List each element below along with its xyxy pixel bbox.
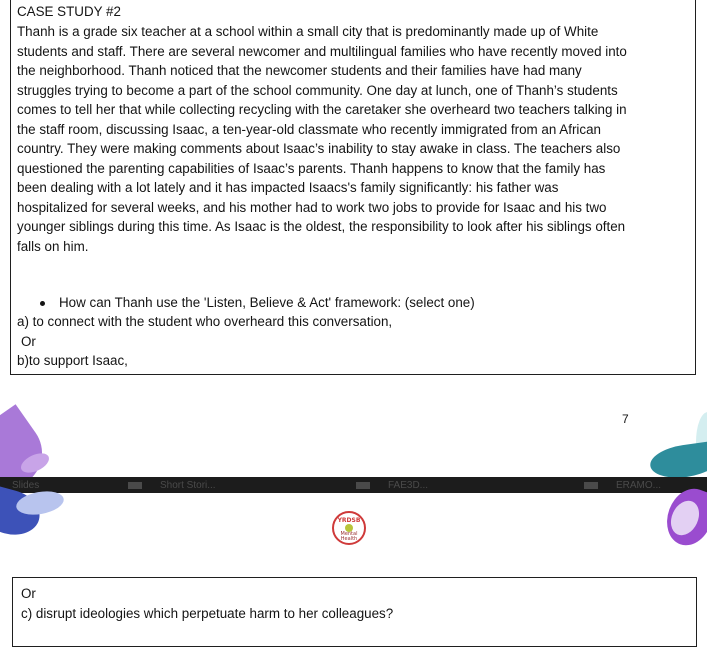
option-b: b)to support Isaac, bbox=[17, 353, 128, 368]
paragraph-line: questioned the parenting capabilities of Isaac’s parents. Thanh happens to know that the family has bbox=[17, 160, 606, 176]
paragraph-line: younger siblings during this time. As Isaac is the oldest, the responsibility to look after his siblings often bbox=[17, 219, 626, 234]
paragraph-line: falls on him. bbox=[17, 238, 89, 254]
question-bullet bbox=[40, 293, 475, 313]
slides-icon bbox=[584, 482, 598, 489]
decorative-leaf-icon bbox=[648, 440, 707, 481]
tab-hint-label: Slides bbox=[12, 480, 40, 491]
slides-icon bbox=[356, 482, 370, 489]
question-text: How can Thanh use the 'Listen, Believe & Act' framework: (select one) bbox=[59, 295, 475, 310]
paragraph-line: been dealing with a lot lately and it has impacted Isaacs's family significantly: his father was bbox=[17, 180, 559, 195]
case-study-heading: CASE STUDY #2 bbox=[17, 4, 121, 19]
tab-hint[interactable] bbox=[584, 480, 661, 491]
or-separator: Or bbox=[21, 586, 36, 601]
tab-hint[interactable] bbox=[12, 480, 39, 491]
logo-top-text: YRDSB bbox=[337, 517, 361, 524]
tab-hint-label: FAE3D... bbox=[388, 480, 429, 491]
option-c: c) disrupt ideologies which perpetuate harm to her colleagues? bbox=[21, 606, 394, 621]
paragraph-line: comes to tell her that while collecting recycling with the caretaker she overheard two teachers talking in bbox=[17, 102, 627, 117]
option-a: a) to connect with the student who overheard this conversation, bbox=[17, 314, 393, 329]
paragraph-line: the staff room, discussing Isaac, a ten-year-old classmate who recently immigrated from an African bbox=[17, 121, 601, 137]
or-separator: Or bbox=[21, 334, 36, 349]
paragraph-line: students and staff. There are several newcomer and multilingual families who have recently moved into bbox=[17, 43, 627, 59]
paragraph-line: Thanh is a grade six teacher at a school within a small city that is predominantly made up of White bbox=[17, 24, 599, 39]
paragraph-line: struggles trying to become a part of the school community. One day at lunch, one of Thanh’s students bbox=[17, 82, 618, 98]
page-number: 7 bbox=[622, 412, 629, 426]
mental-health-logo bbox=[332, 511, 366, 545]
paragraph-line: hospitalized for several weeks, and his mother had to work two jobs to provide for Isaac and his two bbox=[17, 199, 607, 215]
tab-hint-label: Short Stori... bbox=[160, 480, 216, 491]
paragraph-line: country. They were making comments about Isaac’s inability to stay awake in class. The teachers also bbox=[17, 141, 621, 156]
bullet-icon bbox=[40, 301, 45, 306]
logo-bottom-text: Mental Health bbox=[340, 531, 358, 542]
tab-hint[interactable] bbox=[356, 480, 428, 491]
paragraph-line: the neighborhood. Thanh noticed that the newcomer students and their families have had many bbox=[17, 63, 582, 78]
tab-hint-label: ERAMO... bbox=[616, 480, 662, 491]
slides-icon bbox=[128, 482, 142, 489]
tab-hint[interactable] bbox=[128, 480, 216, 491]
case-study-paragraph bbox=[17, 22, 693, 256]
